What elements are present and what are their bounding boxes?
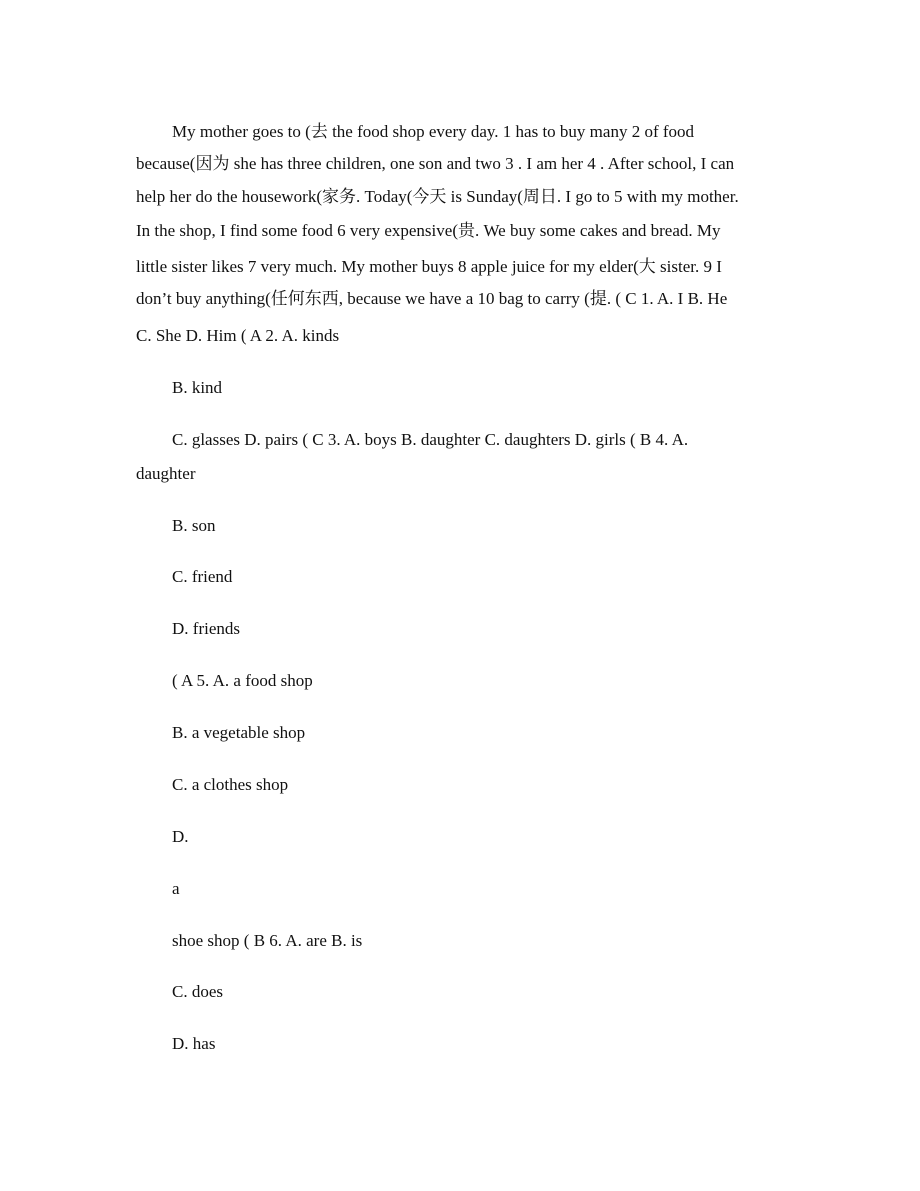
passage-line-7: C. She D. Him ( A 2. A. kinds <box>136 326 340 345</box>
option-line: ( A 5. A. a food shop <box>172 671 313 690</box>
option-line: B. son <box>172 516 216 535</box>
option-line: a <box>172 879 180 898</box>
option-line: C. glasses D. pairs ( C 3. A. boys B. daughter C. daughters D. girls ( B 4. A. <box>172 430 689 449</box>
option-line: C. friend <box>172 567 233 586</box>
passage-line-6: don’t buy anything(任何东西, because we have a 10 bag to carry (提. ( C 1. A. I B. He <box>136 289 728 308</box>
option-line: C. a clothes shop <box>172 775 289 794</box>
option-line: D. has <box>172 1034 216 1053</box>
option-line: C. does <box>172 982 223 1001</box>
passage-line-5: little sister likes 7 very much. My mother buys 8 apple juice for my elder(大 sister. 9 I <box>136 257 722 276</box>
passage-line-1: My mother goes to (去 the food shop every day. 1 has to buy many 2 of food <box>172 122 695 141</box>
option-line: B. a vegetable shop <box>172 723 306 742</box>
passage-line-4: In the shop, I find some food 6 very expensive(贵. We buy some cakes and bread. My <box>136 221 721 240</box>
option-line: shoe shop ( B 6. A. are B. is <box>172 931 363 950</box>
passage-line-3: help her do the housework(家务. Today(今天 is Sunday(周日. I go to 5 with my mother. <box>136 187 739 206</box>
option-line: daughter <box>136 464 196 483</box>
option-line: D. <box>172 827 189 846</box>
option-line: B. kind <box>172 378 223 397</box>
passage-line-2: because(因为 she has three children, one son and two 3 . I am her 4 . After school, I can <box>136 154 735 173</box>
option-line: D. friends <box>172 619 240 638</box>
